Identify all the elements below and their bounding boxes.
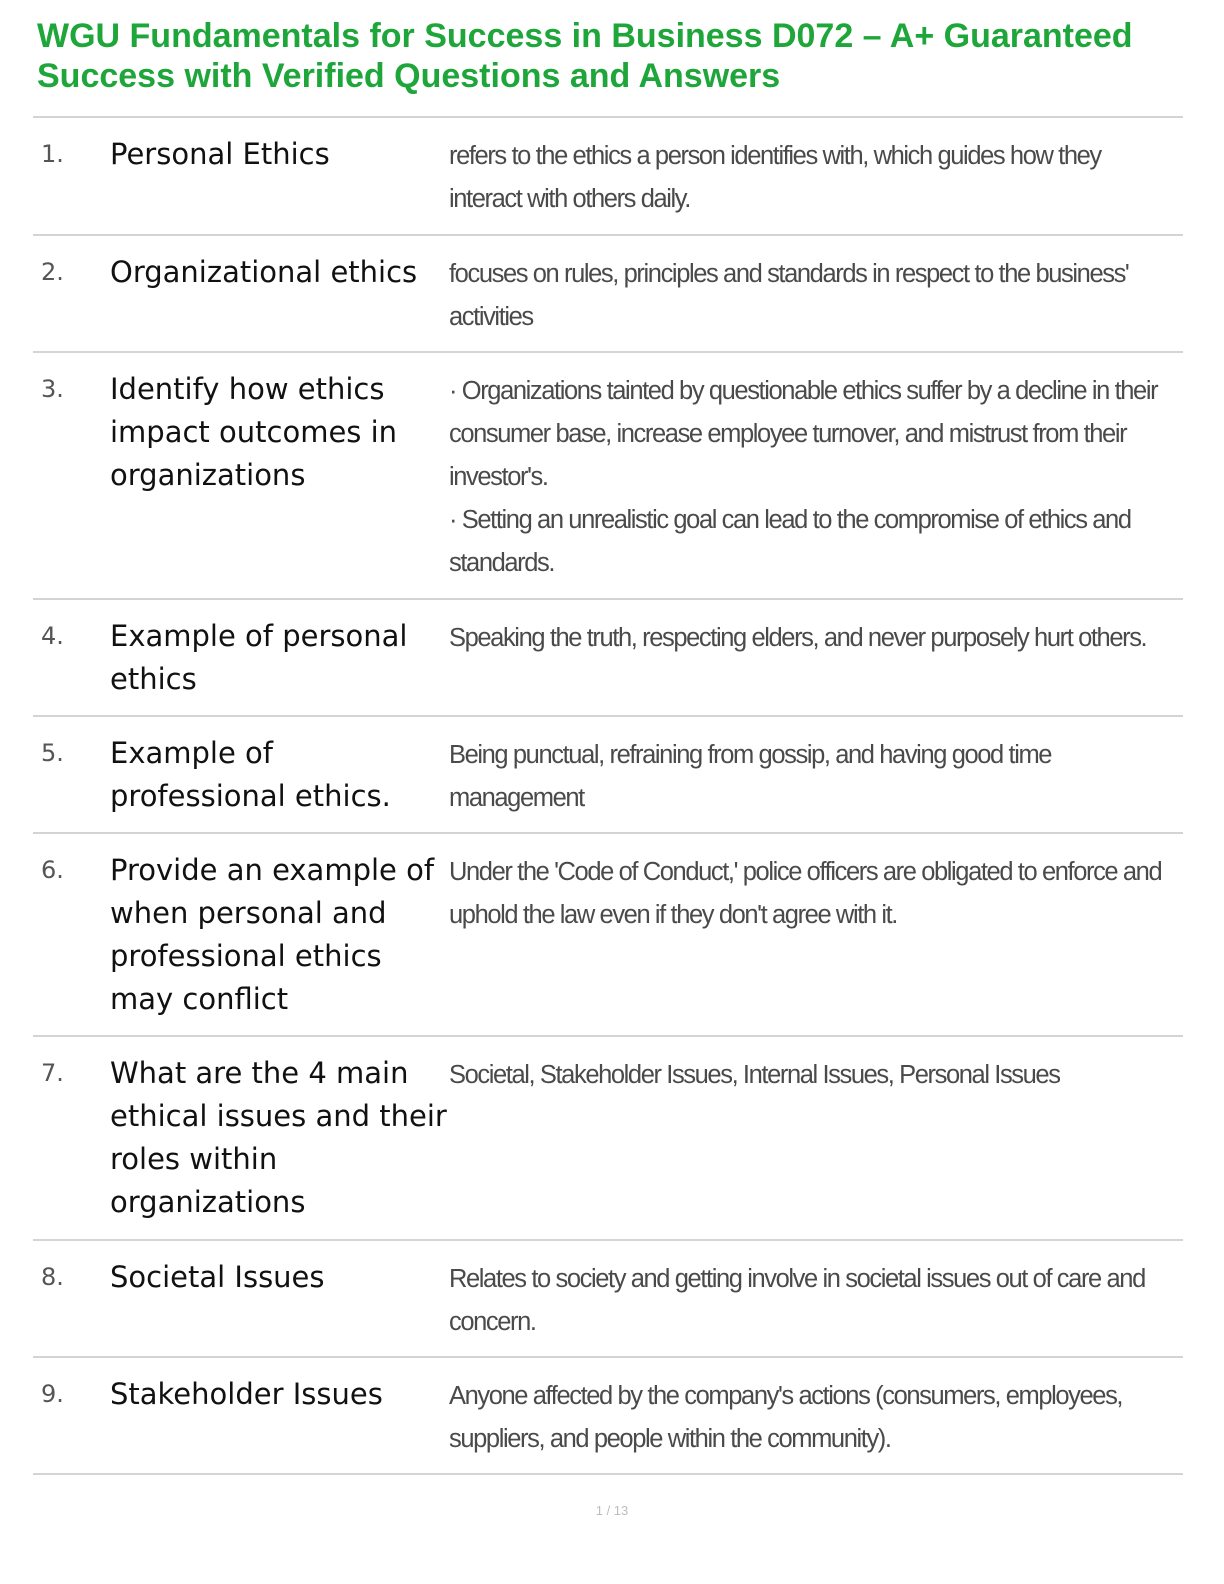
item-number: 3. xyxy=(41,375,64,403)
item-term: Personal Ethics xyxy=(110,137,330,171)
qa-row xyxy=(33,1037,1183,1241)
item-definition xyxy=(449,600,1183,660)
definition-text: Under the 'Code of Conduct,' police officers are obligated to enforce and uphold the law even if they don't agree with it. xyxy=(449,858,1162,929)
qa-row xyxy=(33,1358,1183,1475)
item-definition xyxy=(449,118,1183,221)
item-number: 7. xyxy=(41,1059,64,1087)
qa-row xyxy=(33,118,1183,236)
page-indicator: 1 / 13 xyxy=(595,1503,629,1518)
qa-row xyxy=(33,1241,1183,1358)
item-definition xyxy=(449,834,1183,937)
item-definition xyxy=(449,1358,1183,1461)
item-term: Example of personal ethics xyxy=(110,619,408,696)
item-definition xyxy=(449,1037,1183,1097)
qa-row xyxy=(33,834,1183,1037)
qa-row xyxy=(33,717,1183,834)
item-number: 4. xyxy=(41,622,64,650)
item-number: 6. xyxy=(41,856,64,884)
item-term: What are the 4 main ethical issues and their roles within organizations xyxy=(110,1056,447,1219)
definition-text: focuses on rules, principles and standards in respect to the business' activities xyxy=(449,260,1129,331)
qa-list xyxy=(33,116,1183,1475)
definition-text: Speaking the truth, respecting elders, and never purposely hurt others. xyxy=(449,624,1147,652)
item-number: 5. xyxy=(41,739,64,767)
definition-text: Anyone affected by the company's actions (consumers, employees, suppliers, and people within the community). xyxy=(449,1382,1123,1453)
item-term: Example of professional ethics. xyxy=(110,736,391,813)
item-term: Organizational ethics xyxy=(110,255,418,289)
item-definition xyxy=(449,1241,1183,1344)
definition-text: Being punctual, refraining from gossip, and having good time management xyxy=(449,741,1052,812)
item-number: 9. xyxy=(41,1380,64,1408)
item-number: 1. xyxy=(41,140,64,168)
definition-text: · Setting an unrealistic goal can lead to the compromise of ethics and standards. xyxy=(449,506,1131,577)
qa-row xyxy=(33,236,1183,353)
item-definition xyxy=(449,717,1183,820)
definition-text: refers to the ethics a person identifies with, which guides how they interact with others daily. xyxy=(449,142,1101,213)
item-definition xyxy=(449,236,1183,339)
definition-text: Societal, Stakeholder Issues, Internal Issues, Personal Issues xyxy=(449,1061,1060,1089)
item-term: Provide an example of when personal and professional ethics may conflict xyxy=(110,853,435,1016)
item-number: 8. xyxy=(41,1263,64,1291)
item-term: Identify how ethics impact outcomes in organizations xyxy=(110,372,398,492)
item-definition xyxy=(449,353,1183,585)
item-term: Stakeholder Issues xyxy=(110,1377,383,1411)
qa-row xyxy=(33,353,1183,600)
item-number: 2. xyxy=(41,258,64,286)
document-title: WGU Fundamentals for Success in Business D072 – A+ Guaranteed Success with Verified Questions and Answers xyxy=(37,17,1133,95)
definition-text: Relates to society and getting involve in societal issues out of care and concern. xyxy=(449,1265,1145,1336)
definition-text: · Organizations tainted by questionable ethics suffer by a decline in their consumer base, increase employee turnover, and mistrust from their investor's. xyxy=(449,377,1158,491)
item-term: Societal Issues xyxy=(110,1260,325,1294)
qa-row xyxy=(33,600,1183,717)
